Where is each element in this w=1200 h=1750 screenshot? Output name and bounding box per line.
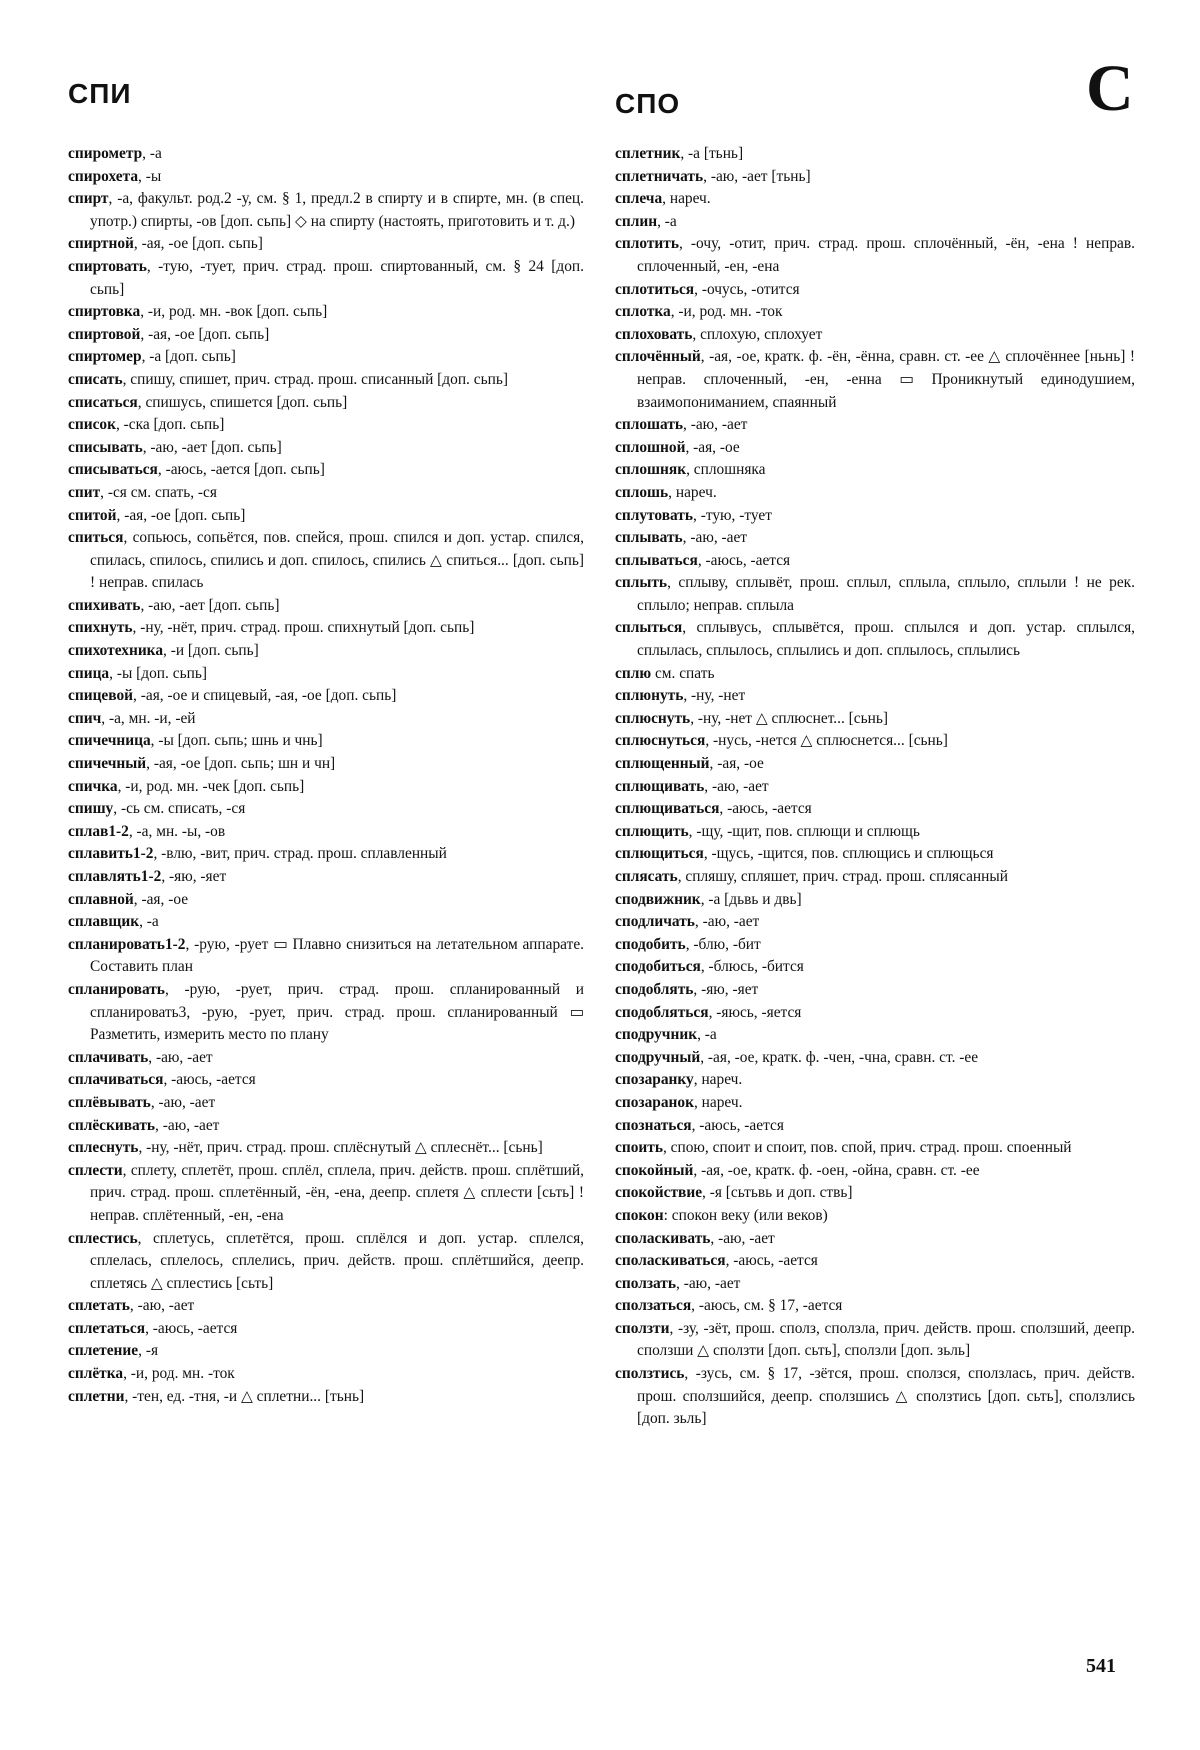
dictionary-entry: списаться, спишусь, спишется [доп. сьпь] bbox=[68, 393, 348, 411]
dictionary-entry: сподоблять, -яю, -яет bbox=[615, 980, 759, 998]
dictionary-entry: сподручник, -а bbox=[615, 1026, 717, 1044]
dictionary-entry: спич, -а, мн. -и, -ей bbox=[68, 709, 196, 727]
dictionary-entry: сплясать, спляшу, спляшет, прич. страд. прош. сплясанный bbox=[615, 868, 1008, 885]
dictionary-entry: списать, спишу, спишет, прич. страд. прош. списанный [доп. сьпь] bbox=[68, 370, 508, 388]
dictionary-entry: спознаться, -аюсь, -ается bbox=[615, 1116, 784, 1134]
dictionary-entry: спиртовой, -ая, -ое [доп. сьпь] bbox=[68, 325, 270, 343]
running-head-left: СПИ bbox=[68, 78, 132, 109]
section-letter: С bbox=[1086, 52, 1134, 125]
dictionary-entry: сплетничать, -аю, -ает [тьнь] bbox=[615, 167, 811, 185]
dictionary-entry: спичечница, -ы [доп. сьпь; шнь и чнь] bbox=[68, 732, 323, 750]
dictionary-entry: сплеснуть, -ну, -нёт, прич. страд. прош. сплёснутый △ сплеснёт... [сьнь] bbox=[68, 1139, 543, 1157]
dictionary-entry: сплетник, -а [тьнь] bbox=[615, 145, 744, 162]
dictionary-entry: спланировать, -рую, -рует, прич. страд. прош. спланированный и спланировать3, -рую, -рует, прич. страд. прош. спланированный ▭ Разметить, измерить место по плану bbox=[68, 980, 584, 1044]
dictionary-entry: спихивать, -аю, -ает [доп. сьпь] bbox=[68, 596, 280, 614]
right-column bbox=[615, 143, 1135, 1431]
dictionary-entry: сплочённый, -ая, -ое, кратк. ф. -ён, -ённа, сравн. ст. -ее △ сплочённее [ньнь] ! неправ. сплоченный, -ен, -енна ▭ Проникнутый единодушием, взаимопониманием, спаянный bbox=[615, 348, 1135, 411]
dictionary-entry: сподобить, -блю, -бит bbox=[615, 935, 761, 953]
dictionary-entry: сплошняк, сплошняка bbox=[615, 461, 766, 479]
dictionary-entry: спиртной, -ая, -ое [доп. сьпь] bbox=[68, 235, 263, 253]
dictionary-entry: сплётка, -и, род. мн. -ток bbox=[68, 1365, 235, 1383]
dictionary-entry: сплин, -а bbox=[615, 212, 677, 230]
dictionary-entry: сплетать, -аю, -ает bbox=[68, 1297, 195, 1315]
dictionary-entry: сплюнуть, -ну, -нет bbox=[615, 687, 746, 705]
dictionary-entry: споласкивать, -аю, -ает bbox=[615, 1229, 775, 1247]
dictionary-entry: спирохета, -ы bbox=[68, 167, 162, 185]
dictionary-entry: спичечный, -ая, -ое [доп. сьпь; шн и чн] bbox=[68, 755, 336, 773]
dictionary-entry: сплетни, -тен, ед. -тня, -и △ сплетни... [тьнь] bbox=[68, 1387, 365, 1405]
dictionary-entry: сплавить1-2, -влю, -вит, прич. страд. прош. сплавленный bbox=[68, 845, 447, 863]
dictionary-entry: сплю см. спать bbox=[615, 664, 715, 682]
dictionary-entry: сплющиваться, -аюсь, -ается bbox=[615, 800, 812, 818]
dictionary-entry: сплести, сплету, сплетёт, прош. сплёл, сплела, прич. действ. прош. сплётший, прич. страд. прош. сплетённый, -ён, -ена, деепр. сплетя △ сплести [сьть] ! неправ. сплётенный, -ен, -ена bbox=[68, 1161, 584, 1224]
dictionary-entry: сплотка, -и, род. мн. -ток bbox=[615, 303, 783, 321]
dictionary-entry: сплотить, -очу, -отит, прич. страд. прош. сплочённый, -ён, -ена ! неправ. сплоченный, -ен, -ена bbox=[615, 235, 1135, 275]
dictionary-entry: сплёскивать, -аю, -ает bbox=[68, 1116, 220, 1134]
dictionary-entry: сплываться, -аюсь, -ается bbox=[615, 551, 791, 569]
dictionary-entry: сподобиться, -блюсь, -бится bbox=[615, 958, 804, 976]
dictionary-entry: сподручный, -ая, -ое, кратк. ф. -чен, -чна, сравн. ст. -ее bbox=[615, 1048, 979, 1066]
dictionary-entry: сплав1-2, -а, мн. -ы, -ов bbox=[68, 822, 226, 840]
dictionary-entry: спланировать1-2, -рую, -рует ▭ Плавно снизиться на летательном аппарате. Составить план bbox=[68, 935, 584, 976]
dictionary-entry: спиртовка, -и, род. мн. -вок [доп. сьпь] bbox=[68, 303, 328, 321]
dictionary-entry: спокойный, -ая, -ое, кратк. ф. -оен, -ойна, сравн. ст. -ее bbox=[615, 1161, 980, 1179]
dictionary-entry: спокойствие, -я [сьтьвь и доп. ствь] bbox=[615, 1184, 853, 1202]
dictionary-entry: сплющивать, -аю, -ает bbox=[615, 777, 769, 795]
dictionary-entry: список, -ска [доп. сьпь] bbox=[68, 416, 225, 434]
dictionary-entry: сплёвывать, -аю, -ает bbox=[68, 1093, 216, 1111]
dictionary-entry: сплошь, нареч. bbox=[615, 483, 717, 501]
dictionary-entry: сплетение, -я bbox=[68, 1342, 159, 1360]
dictionary-entry: сплеча, нареч. bbox=[615, 190, 711, 208]
dictionary-entry: спихнуть, -ну, -нёт, прич. страд. прош. спихнутый [доп. сьпь] bbox=[68, 619, 475, 637]
dictionary-entry: спичка, -и, род. мн. -чек [доп. сьпь] bbox=[68, 777, 305, 795]
dictionary-entry: спирт, -а, факульт. род.2 -у, см. § 1, предл.2 в спирту и в спирте, мн. (в спец. употр.) спирты, -ов [доп. сьпь] ◇ на спирту (настоять, приготовить и т. д.) bbox=[68, 190, 584, 230]
dictionary-entry: спокон: спокон веку (или веков) bbox=[615, 1206, 828, 1224]
dictionary-entry: списываться, -аюсь, -ается [доп. сьпь] bbox=[68, 461, 325, 479]
dictionary-entry: сплестись, сплетусь, сплетётся, прош. сплёлся и доп. устар. сплелся, сплелась, сплелось, сплелись, прич. действ. прош. сплётшийся, деепр. сплетясь △ сплестись [сьть] bbox=[68, 1229, 584, 1292]
dictionary-entry: списывать, -аю, -ает [доп. сьпь] bbox=[68, 438, 282, 456]
dictionary-entry: спозаранок, нареч. bbox=[615, 1093, 743, 1111]
dictionary-entry: сподличать, -аю, -ает bbox=[615, 913, 760, 931]
dictionary-entry: сподвижник, -а [дьвь и двь] bbox=[615, 890, 802, 908]
dictionary-entry: сползаться, -аюсь, см. § 17, -ается bbox=[615, 1297, 843, 1315]
dictionary-entry: сплющиться, -щусь, -щится, пов. сплющись и сплющься bbox=[615, 845, 994, 863]
dictionary-entry: сплыть, сплыву, сплывёт, прош. сплыл, сплыла, сплыло, сплыли ! не рек. сплыло; неправ. сплыла bbox=[615, 574, 1135, 614]
dictionary-entry: сплавлять1-2, -яю, -яет bbox=[68, 868, 227, 885]
left-column bbox=[68, 143, 584, 1408]
dictionary-entry: спиться, сопьюсь, сопьётся, пов. спейся, прош. спился и доп. устар. спился, спилась, спилось, спились и доп. спилось, спились △ спиться... [доп. сьпь] ! неправ. спилась bbox=[68, 529, 584, 592]
dictionary-entry: спицевой, -ая, -ое и спицевый, -ая, -ое [доп. сьпь] bbox=[68, 687, 397, 705]
dictionary-entry: спица, -ы [доп. сьпь] bbox=[68, 664, 207, 682]
dictionary-entry: сплюснуть, -ну, -нет △ сплюснет... [сьнь] bbox=[615, 709, 889, 727]
dictionary-entry: сплавной, -ая, -ое bbox=[68, 890, 189, 908]
dictionary-entry: спихотехника, -и [доп. сьпь] bbox=[68, 642, 259, 660]
dictionary-entry: спирометр, -а bbox=[68, 145, 162, 162]
dictionary-entry: спиртомер, -а [доп. сьпь] bbox=[68, 348, 236, 366]
dictionary-entry: сползать, -аю, -ает bbox=[615, 1274, 741, 1292]
dictionary-entry: спиртовать, -тую, -тует, прич. страд. прош. спиртованный, см. § 24 [доп. сьпь] bbox=[68, 257, 584, 298]
dictionary-entry: сплошной, -ая, -ое bbox=[615, 438, 740, 456]
dictionary-entry: спишу, -сь см. списать, -ся bbox=[68, 800, 246, 818]
dictionary-entry: сплющить, -щу, -щит, пов. сплющи и сплющь bbox=[615, 822, 920, 840]
dictionary-entry: сползти, -зу, -зёт, прош. сполз, сползла, прич. действ. прош. сползший, деепр. сползши △ сползти [доп. сьть], сползли [доп. зьль] bbox=[615, 1319, 1135, 1360]
dictionary-entry: сползтись, -зусь, см. § 17, -зётся, прош. сползся, сползлась, прич. действ. прош. сползшийся, деепр. сползшись △ сползтись [доп. сьть], сползлись [доп. зьль] bbox=[615, 1365, 1135, 1428]
dictionary-entry: сплачиваться, -аюсь, -ается bbox=[68, 1071, 256, 1089]
dictionary-entry: сплетаться, -аюсь, -ается bbox=[68, 1319, 238, 1337]
page-number: 541 bbox=[1086, 1655, 1116, 1677]
dictionary-entry: сплутовать, -тую, -тует bbox=[615, 506, 772, 524]
dictionary-entry: сплавщик, -а bbox=[68, 913, 159, 931]
dictionary-entry: спозаранку, нареч. bbox=[615, 1071, 743, 1089]
dictionary-entry: спитой, -ая, -ое [доп. сьпь] bbox=[68, 506, 246, 524]
dictionary-entry: сплоховать, сплохую, сплохует bbox=[615, 325, 823, 343]
running-head-right: СПО bbox=[615, 88, 681, 119]
dictionary-entry: сплачивать, -аю, -ает bbox=[68, 1048, 213, 1066]
dictionary-entry: сплюснуться, -нусь, -нется △ сплюснется... [сьнь] bbox=[615, 732, 948, 750]
dictionary-entry: сподобляться, -яюсь, -яется bbox=[615, 1003, 802, 1021]
dictionary-entry: сплыться, сплывусь, сплывётся, прош. сплылся и доп. устар. сплылся, сплылась, сплылось, сплылись и доп. сплылось, сплылись bbox=[615, 619, 1135, 660]
dictionary-entry: сплотиться, -очусь, -отится bbox=[615, 280, 800, 298]
dictionary-entry: споить, спою, споит и споит, пов. спой, прич. страд. прош. споенный bbox=[615, 1139, 1072, 1157]
dictionary-entry: сплывать, -аю, -ает bbox=[615, 529, 748, 547]
dictionary-entry: споласкиваться, -аюсь, -ается bbox=[615, 1252, 818, 1270]
dictionary-entry: сплющенный, -ая, -ое bbox=[615, 755, 764, 773]
dictionary-entry: сплошать, -аю, -ает bbox=[615, 416, 748, 434]
dictionary-entry: спит, -ся см. спать, -ся bbox=[68, 483, 217, 501]
